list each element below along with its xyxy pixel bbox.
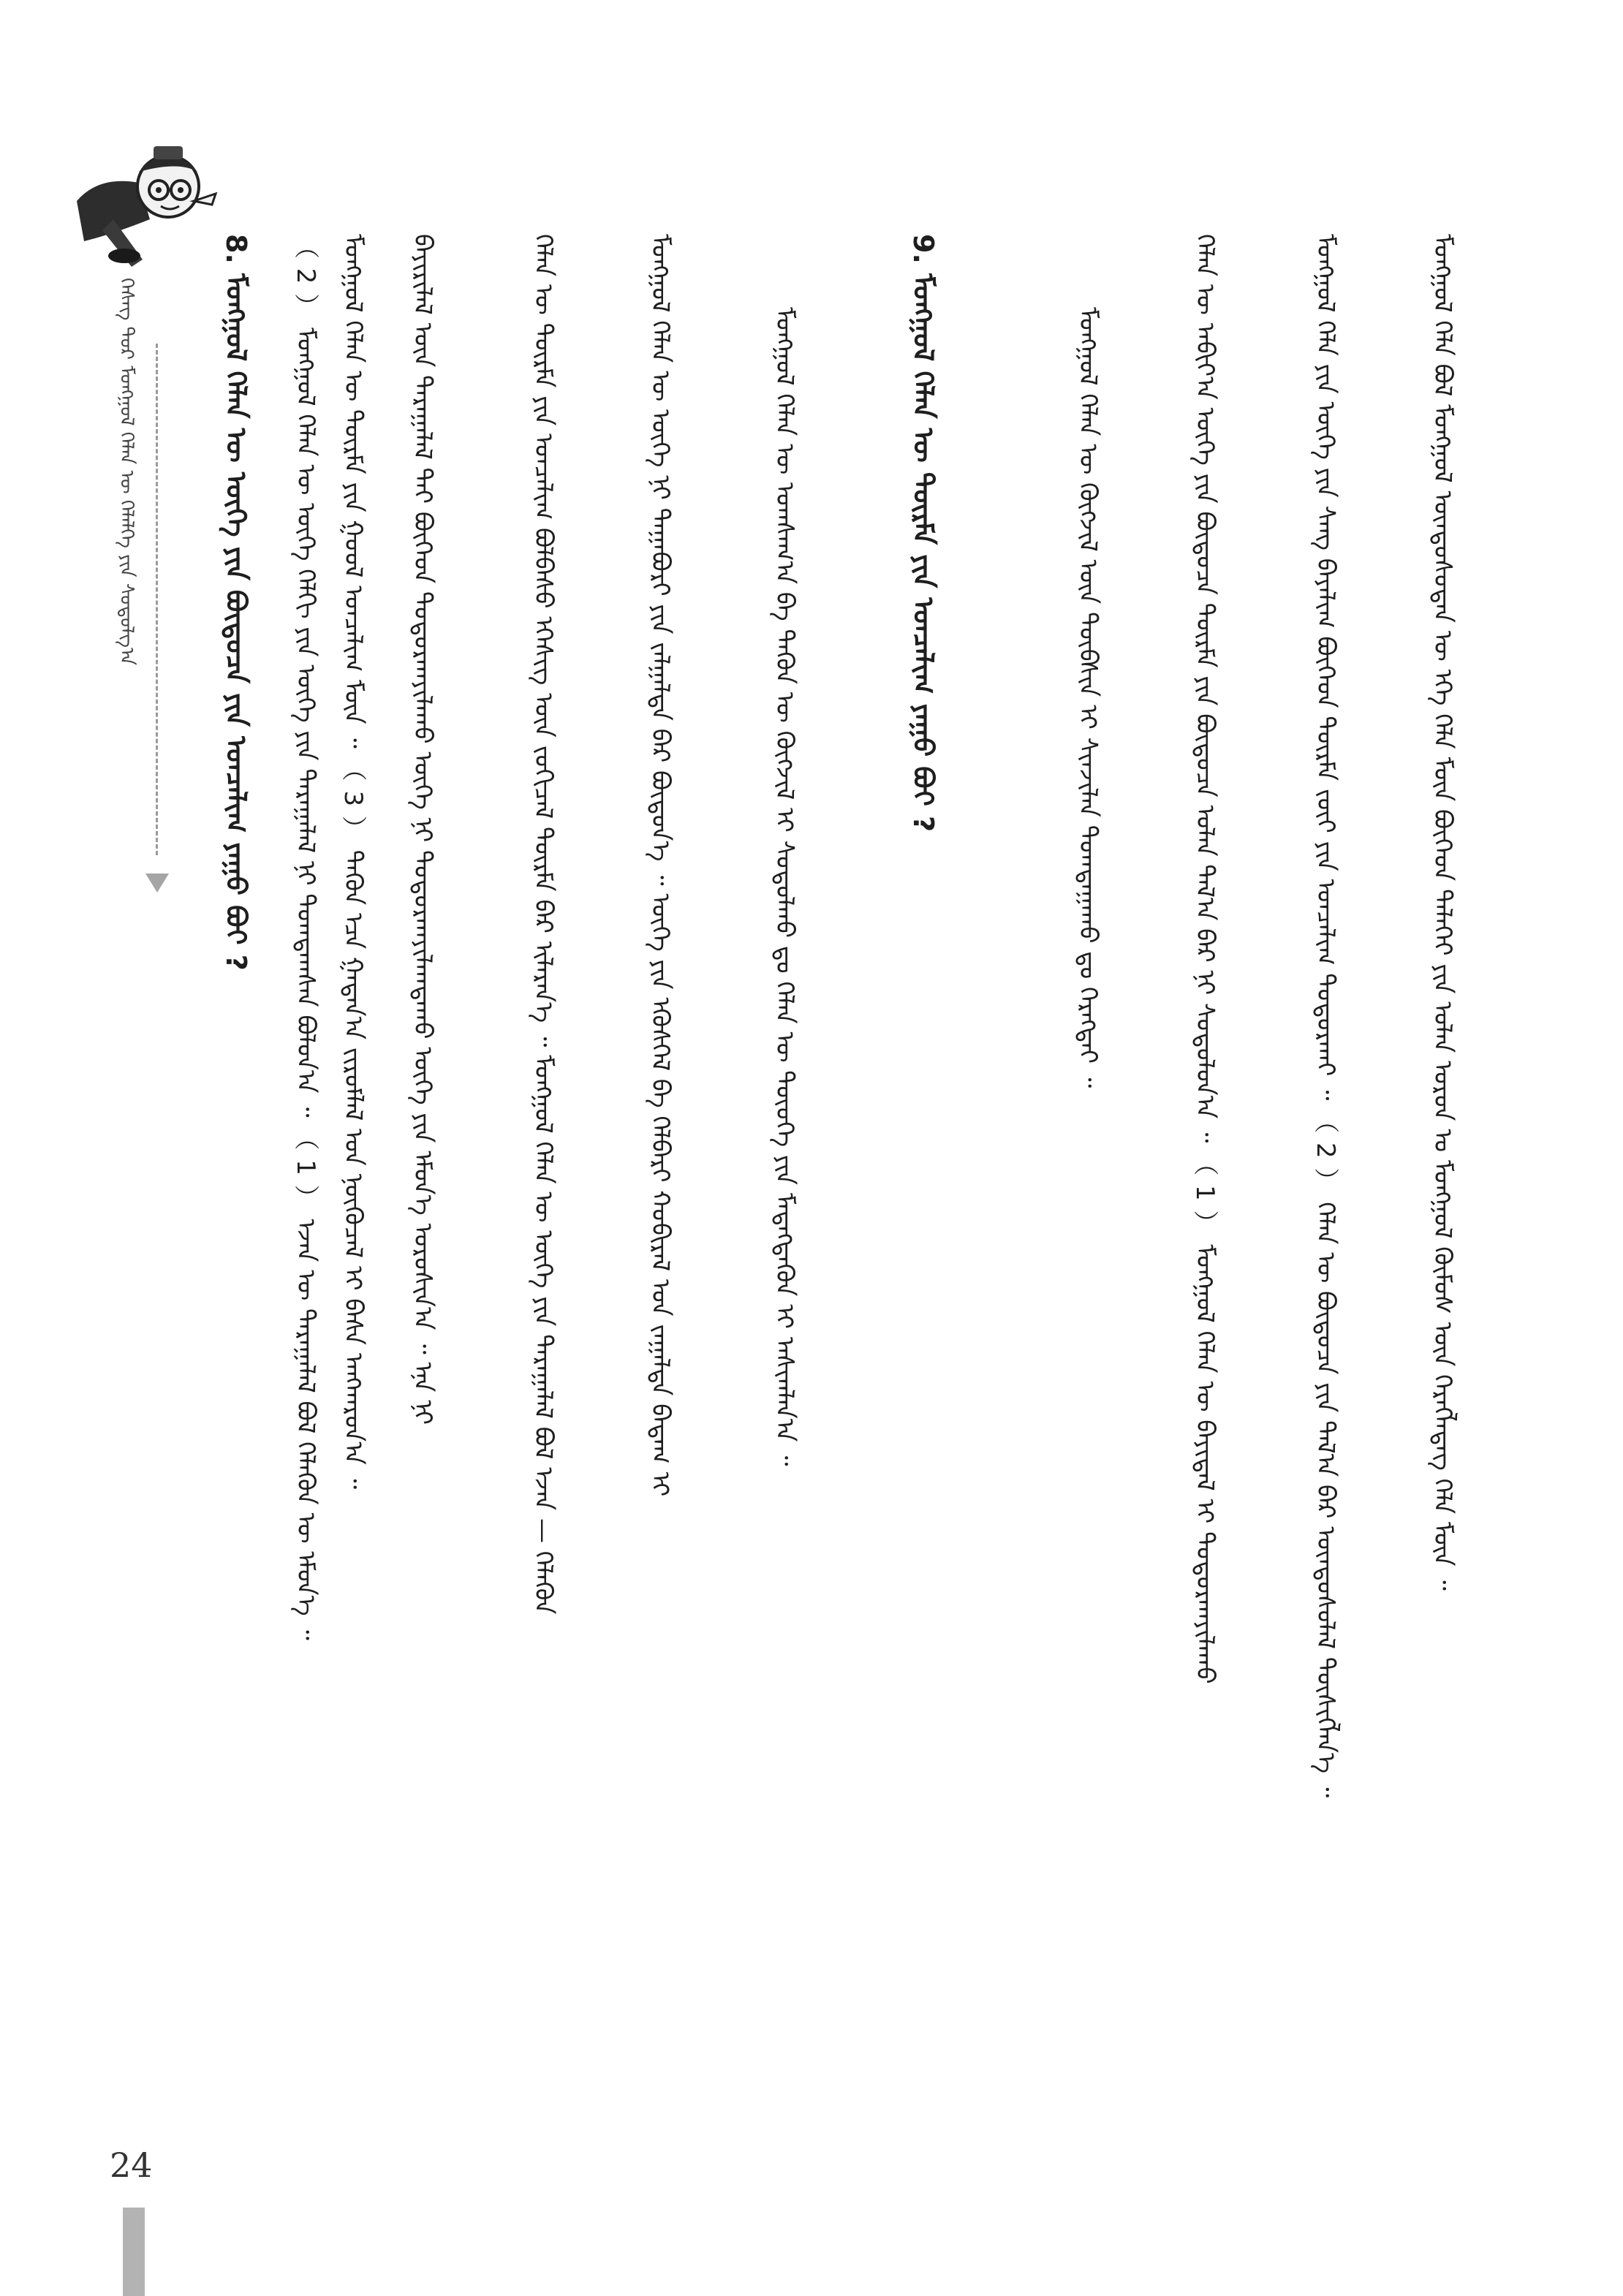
text-column-10: （ 2 ） ᠮᠣᠩᠭᠣᠯ ᠬᠡᠯᠡᠨ ᠦ ᠦᠭᠡ ᠬᠡᠯᠬᠢ ᠶᠢᠨ ᠦᠭᠡ ᠶᠢᠨ ᠳᠠᠷᠠᠭᠠᠯᠠᠯ ᠨᠢ ᠲᠣᠭᠲᠠᠭᠰᠠᠨ ᠪᠣᠯᠤᠨ᠎ᠠ ᠃ （ 1 ） ᠡᠵᠡᠨ ᠦ ᠳᠠᠷᠠᠭᠠᠯᠠᠯ ᠪᠣᠯ ᠬᠡᠯᠡᠬᠦᠨ ᠦ ᠡᠮᠦᠨ᠎ᠡ ᠃ — [291, 234, 320, 1640]
text-column-6: ᠮᠣᠩᠭᠣᠯ ᠬᠡᠯᠡᠨ ᠦ ᠦᠭᠡ ᠨᠢ ᠳᠠᠭᠠᠪᠤᠷᠢ ᠶᠢᠨ ᠵᠠᠯᠭᠠᠯᠲᠠ ᠪᠠᠷ ᠪᠦᠲᠦᠨ᠎ᠡ ᠃ ᠦᠭᠡ ᠶᠢᠨ ᠡᠭᠦᠰᠬᠡᠯ ᠪᠠ ᠬᠡᠯᠪᠡᠷᠢ ᠬᠤᠪᠢᠷᠠᠯ ᠤᠨ ᠵᠠᠭᠠᠯᠲᠠ ᠪᠠᠳᠠᠭ ᠢ — [646, 234, 675, 1497]
text-column-9: ᠮᠣᠩᠭᠣᠯ ᠬᠡᠯᠡᠨ ᠦ ᠳᠦᠷᠮᠡ ᠶᠢᠨ ᠭᠣᠣᠯ ᠣᠨᠴᠠᠯᠢᠭ ᠮᠥᠨ ᠃ （ 3 ） ᠲᠡᠭᠦᠨ ᠡᠴᠡ ᠭᠠᠳᠠᠨ᠎ᠠ ᠵᠢᠷᠤᠮᠯᠠᠯ ᠤᠨ ᠨᠥᠬᠦᠴᠡᠯ ᠢ ᠪᠠᠰᠠ ᠠᠩᠬᠠᠷᠤᠨ᠎ᠠ ᠃ — [338, 234, 368, 1490]
text-column-2: ᠮᠣᠩᠭᠣᠯ ᠬᠡᠯᠡ ᠶᠢᠨ ᠦᠭᠡ ᠶᠢᠨ ᠰᠠᠩ ᠪᠠᠶᠠᠯᠢᠭ ᠪᠥᠭᠡᠳ ᠳᠦᠷᠮᠡ ᠵᠦᠢ ᠶᠢᠨ ᠣᠨᠴᠠᠯᠢᠭ ᠲᠣᠳᠣᠷᠬᠠᠢ ᠃ （ 2 ） ᠬᠡᠯᠡᠨ ᠦ ᠪᠦᠲᠦᠴᠡ ᠶᠢᠨ ᠲᠠᠯ᠎ᠠ ᠪᠠᠷ ᠦᠨᠳᠦᠰᠦᠯᠡᠯ ᠲᠦᠰᠢᠭᠯᠡᠨ᠎ᠡ ᠃ — [1311, 234, 1340, 1798]
question-9-heading: 9. ᠮᠣᠩᠭᠣᠯ ᠬᠡᠯᠡᠨ ᠦ ᠳᠦᠷᠮᠡ ᠶᠢᠨ ᠣᠨᠴᠠᠯᠢᠭ ᠶᠠᠭᠤ ᠪᠤᠢ ? — [907, 234, 939, 833]
text-column-7: ᠬᠡᠯᠡᠨ ᠦ ᠳᠦᠷᠮᠡ ᠶᠢᠨ ᠣᠨᠴᠠᠯᠢᠭ ᠪᠣᠯᠪᠠᠰᠤ ᠡᠭᠡᠰᠢᠭ ᠦᠨ ᠵᠣᠬᠢᠴᠠᠯ ᠳᠦᠷᠮᠡ ᠪᠠᠷ ᠢᠯᠡᠷᠡᠨ᠎ᠡ ᠃ ᠮᠣᠩᠭᠣᠯ ᠬᠡᠯᠡᠨ ᠦ ᠦᠭᠡ ᠶᠢᠨ ᠳᠠᠷᠠᠭᠠᠯᠠᠯ ᠪᠣᠯ ᠡᠵᠡᠨ — ᠬᠡᠯᠡᠬᠦᠨ — [529, 234, 558, 1615]
header-marker-triangle — [145, 874, 169, 893]
text-column-4: ᠮᠣᠩᠭᠣᠯ ᠬᠡᠯᠡᠨ ᠦ ᠬᠦᠭᠵᠢᠯ ᠦᠨ ᠲᠦᠪᠰᠢᠨ ᠢ ᠰᠢᠨᠵᠢᠯᠡᠨ ᠲᠣᠭᠲᠠᠭᠠᠬᠤ ᠳᠤ ᠬᠡᠷᠡᠭᠲᠡᠶ ᠃ — [1073, 307, 1102, 1088]
header-divider-dashed — [156, 344, 158, 855]
question-8-heading: 8. ᠮᠣᠩᠭᠣᠯ ᠬᠡᠯᠡᠨ ᠦ ᠦᠭᠡ ᠶᠢᠨ ᠪᠦᠲᠦᠴᠡ ᠶᠢᠨ ᠣᠨᠴᠠᠯᠢᠭ ᠶᠠᠭᠤ ᠪᠤᠢ ? — [220, 234, 252, 971]
text-column-5: ᠮᠣᠩᠭᠣᠯ ᠬᠡᠯᠡᠨ ᠦ ᠤᠭᠰᠠᠭ᠎ᠠ ᠪᠠ ᠲᠡᠭᠦᠨ ᠦ ᠬᠥᠭᠵᠢᠯ ᠢ ᠰᠤᠳᠤᠯᠬᠤ ᠳᠤ ᠬᠡᠯᠡᠨ ᠦ ᠲᠦᠦᠬᠡ ᠶᠢᠨ ᠮᠡᠳᠡᠭᠳᠡᠬᠦᠨ ᠢ ᠠᠰᠢᠭᠯᠠᠨ᠎ᠠ ᠃ — [770, 307, 799, 1466]
text-column-3: ᠬᠡᠯᠡᠨ ᠦ ᠠᠪᠢᠶ᠎ᠠ ᠦᠭᠡ ᠶᠢᠨ ᠪᠦᠲᠦᠴᠡ ᠳᠦᠷᠮᠡ ᠶᠢᠨ ᠪᠦᠲᠦᠴᠡ ᠣᠯᠠᠨ ᠲᠠᠯ᠎ᠠ ᠪᠠᠷ ᠨᠢ ᠰᠤᠳᠤᠯᠤᠨ᠎ᠠ ᠃ （ 1 ） ᠮᠣᠩᠭᠣᠯ ᠬᠡᠯᠡᠨ ᠦ ᠪᠠᠶᠢᠳᠠᠯ ᠢ ᠲᠣᠳᠣᠷᠬᠠᠶᠢᠯᠠᠬᠤ — [1190, 234, 1219, 1684]
page-number: 24 — [110, 2145, 153, 2185]
text-column-8: ᠪᠠᠶᠢᠷᠢᠯᠠᠯ ᠦᠨ ᠳᠠᠷᠠᠭᠠᠯᠠᠯ ᠲᠠᠢ ᠪᠥᠭᠡᠳ ᠲᠣᠳᠣᠷᠬᠠᠶᠢᠯᠠᠬᠤ ᠦᠭᠡ ᠨᠢ ᠲᠣᠳᠣᠷᠬᠠᠶᠢᠯᠠᠭᠳᠠᠬᠤ ᠦᠭᠡ ᠶᠢᠨ ᠡᠮᠦᠨ᠎ᠡ ᠣᠷᠣᠰᠢᠨ᠎ᠠ ᠃ ᠡᠨᠡ ᠨᠢ — [408, 234, 437, 1425]
mascot-illustration — [69, 132, 223, 278]
page-edge-tab — [123, 2208, 145, 2296]
running-header: ᠬᠡᠰᠡᠭ ᠳᠤᠷ ᠮᠣᠩᠭᠣᠯ ᠬᠡᠯᠡᠨ ᠦ ᠬᠡᠯᠡᠯᠭᠡ ᠶᠢᠨ ᠰᠤᠳᠤᠯᠭ᠎ᠠ — [116, 278, 137, 666]
text-column-1: ᠮᠣᠩᠭᠣᠯ ᠬᠡᠯᠡ ᠪᠣᠯ ᠮᠣᠩᠭᠣᠯ ᠦᠨᠳᠦᠰᠦᠲᠡᠨ ᠦ ᠡᠬᠡ ᠬᠡᠯᠡ ᠮᠥᠨ ᠪᠥᠭᠡᠳ ᠳᠡᠯᠡᠬᠡᠢ ᠶᠢᠨ ᠣᠯᠠᠨ ᠣᠷᠣᠨ ᠤ ᠮᠣᠩᠭᠣᠯ ᠬᠦᠮᠦᠰ ᠦᠨ ᠬᠡᠷᠡᠭᠯᠡᠳᠡᠭ ᠬᠡᠯᠡ ᠮᠥᠨ ᠃ — [1428, 234, 1457, 1591]
